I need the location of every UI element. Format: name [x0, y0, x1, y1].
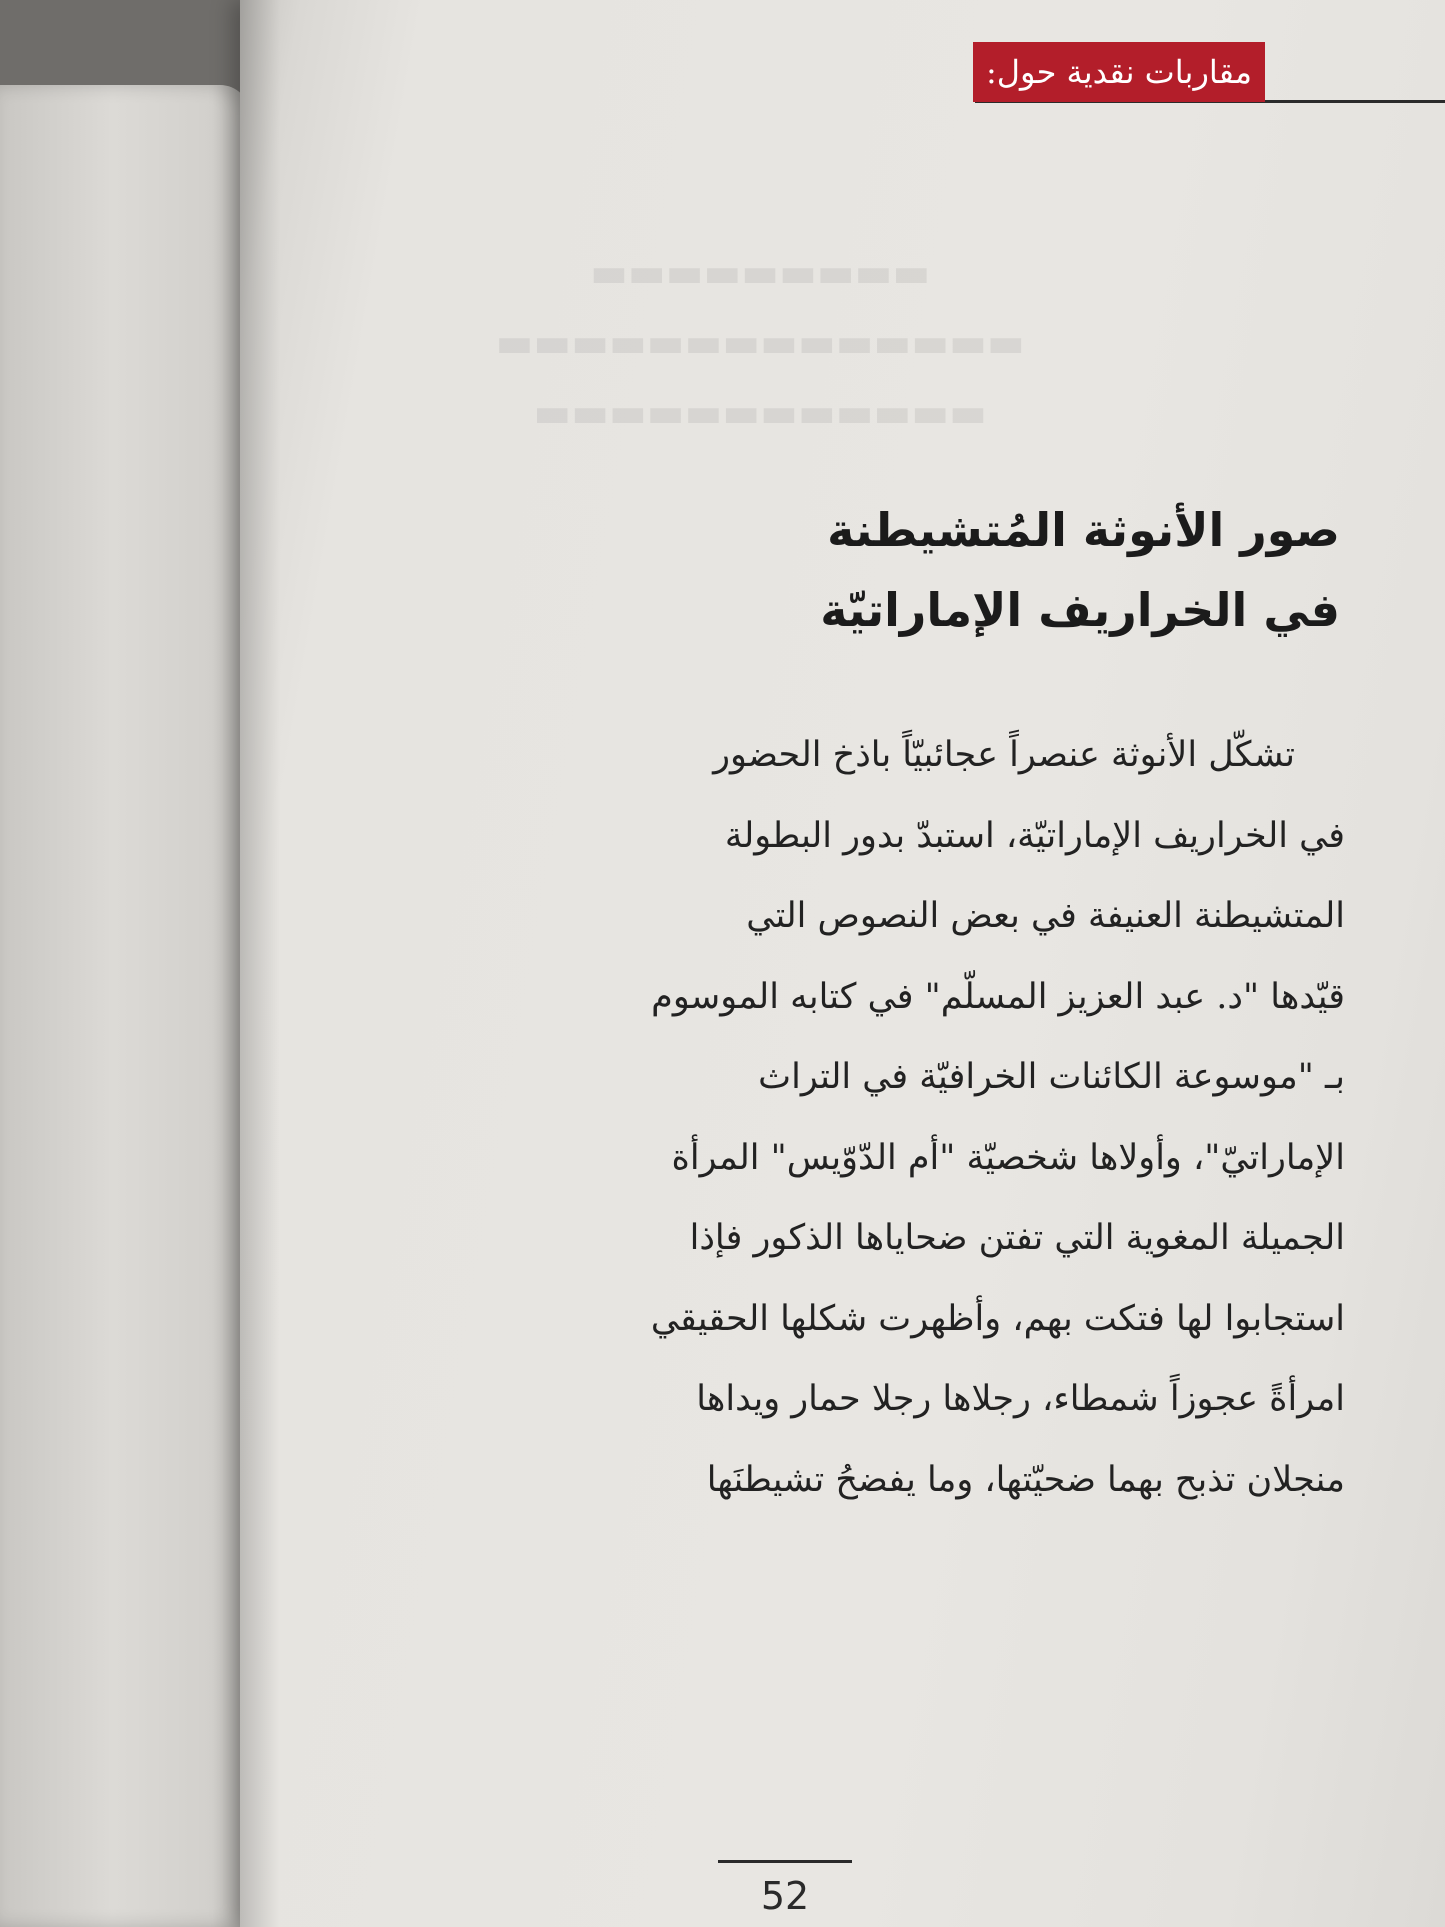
body-line: امرأةً عجوزاً شمطاء، رجلاها رجلا حمار ويداها — [696, 1379, 1345, 1419]
body-line: في الخراريف الإماراتيّة، استبدّ بدور البطولة — [724, 815, 1345, 856]
show-through-decoration: ▬▬▬▬▬▬▬▬▬ — [589, 250, 931, 296]
book-page — [240, 0, 1445, 1927]
show-through-decoration: ▬▬▬▬▬▬▬▬▬▬▬▬▬▬ — [495, 320, 1025, 366]
body-line: المتشيطنة العنيفة في بعض النصوص التي — [746, 896, 1345, 936]
section-header-tab: مقاربات نقدية حول: — [973, 42, 1265, 102]
body-line: تشكّل الأنوثة عنصراً عجائبيّاً باذخ الحضور — [713, 735, 1295, 775]
body-line: بـ "موسوعة الكائنات الخرافيّة في التراث — [758, 1057, 1345, 1097]
body-line: منجلان تذبح بهما ضحيّتها، وما يفضحُ تشيطنَها — [706, 1459, 1345, 1500]
body-line: قيّدها "د. عبد العزيز المسلّم" في كتابه الموسوم — [651, 976, 1345, 1017]
title-line: في الخراريف الإماراتيّة — [820, 583, 1340, 637]
body-line: الإماراتيّ"، وأولاها شخصيّة "أم الدّوّيس" المرأة — [671, 1137, 1345, 1178]
body-line: الجميلة المغوية التي تفتن ضحاياها الذكور فإذا — [689, 1218, 1345, 1258]
title-line: صور الأنوثة المُتشيطنة — [827, 503, 1340, 557]
page-number: 52 — [760, 1874, 810, 1918]
article-body — [410, 715, 1345, 1520]
footer-rule — [718, 1860, 852, 1863]
left-page-edge — [0, 85, 250, 1927]
show-through-decoration: ▬▬▬▬▬▬▬▬▬▬▬▬ — [533, 390, 987, 436]
body-line: استجابوا لها فتكت بهم، وأظهرت شكلها الحقيقي — [650, 1298, 1345, 1339]
article-title — [440, 490, 1340, 650]
